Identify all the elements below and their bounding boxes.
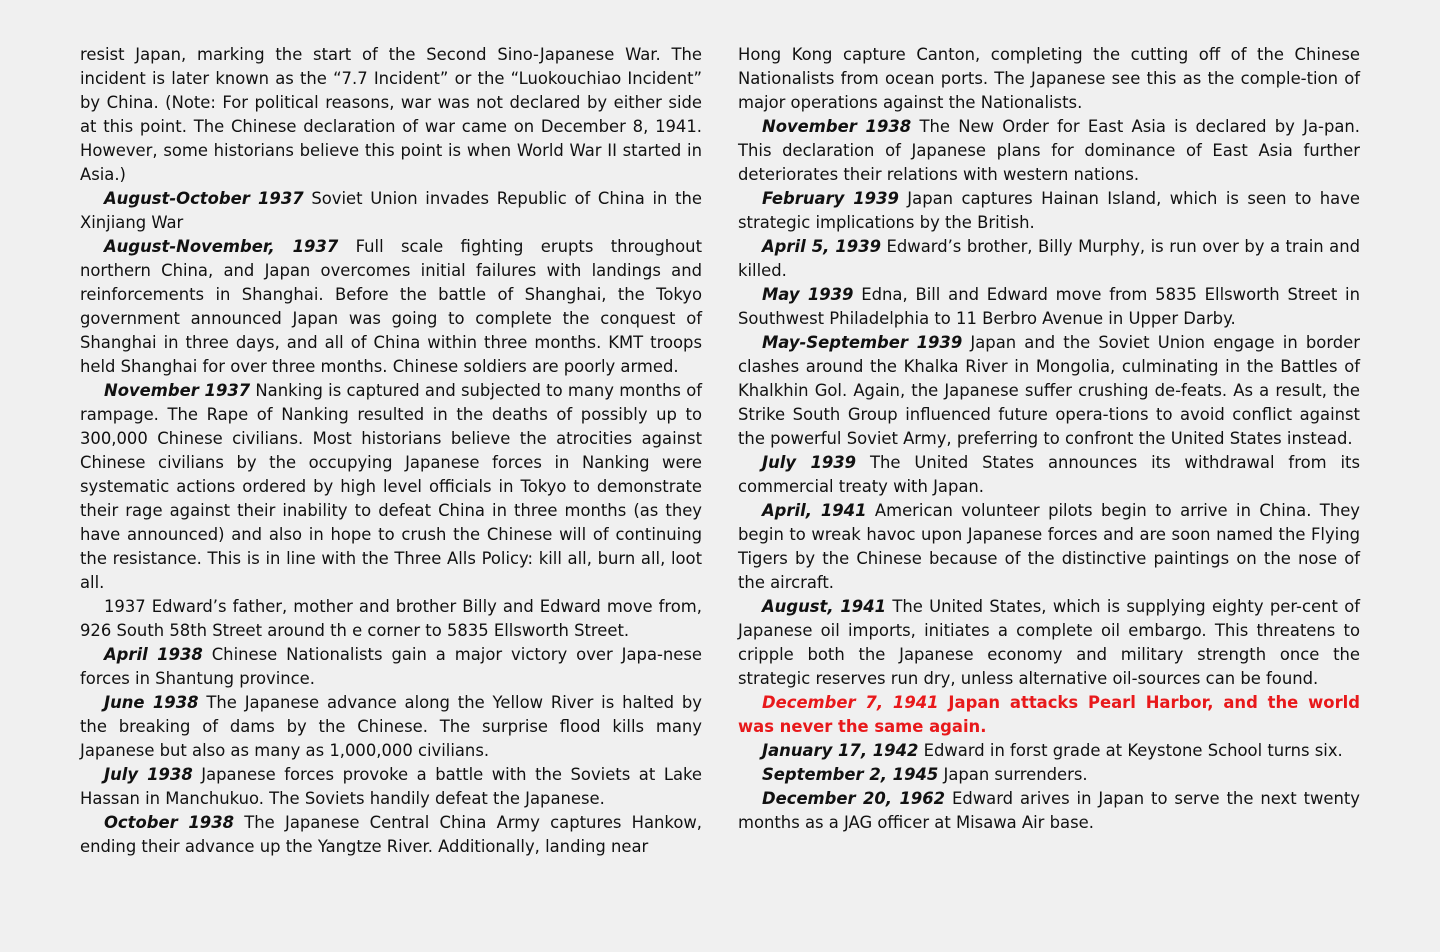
timeline-entry [80, 595, 702, 643]
timeline-entry [738, 115, 1360, 187]
entry-text: The Japanese Central China Army captures Hankow, ending their advance up the Yangtze River. Additionally, landing near [80, 813, 702, 856]
entry-date: October 1938 [104, 813, 235, 832]
entry-date: May 1939 [762, 285, 854, 304]
timeline-entry [80, 691, 702, 763]
timeline-entry [738, 451, 1360, 499]
entry-text: The New Order for East Asia is declared by Ja-pan. This declaration of Japanese plans for dominance of East Asia further deteriorates their relations with western nations. [738, 117, 1360, 184]
entry-date: July 1938 [104, 765, 193, 784]
entry-date: January 17, 1942 [762, 741, 919, 760]
timeline-entry [80, 763, 702, 811]
timeline-entry [80, 235, 702, 379]
entry-text: Japanese forces provoke a battle with the Soviets at Lake Hassan in Manchukuo. The Soviets handily defeat the Japanese. [80, 765, 702, 808]
left-column [80, 43, 702, 859]
entry-text: Japan attacks Pearl Harbor, and the world was never the same again. [738, 693, 1360, 736]
highlighted-timeline-entry [738, 691, 1360, 739]
entry-date: September 2, 1945 [762, 765, 939, 784]
entry-date: November 1938 [762, 117, 912, 136]
entry-date: April, 1941 [762, 501, 867, 520]
entry-date: July 1939 [762, 453, 857, 472]
timeline-entry [80, 379, 702, 595]
timeline-entry [738, 595, 1360, 691]
entry-text: 1937 Edward’s father, mother and brother Billy and Edward move from, 926 South 58th Street around th e corner to 5835 Ellsworth Street. [80, 597, 702, 640]
entry-text: The Japanese advance along the Yellow River is halted by the breaking of dams by the Chinese. The surprise flood kills many Japanese but also as many as 1,000,000 civilians. [80, 693, 702, 760]
right-column [738, 43, 1360, 835]
entry-text: Edward arives in Japan to serve the next twenty months as a JAG officer at Misawa Air base. [738, 789, 1360, 832]
timeline-entry [738, 787, 1360, 835]
entry-text: Full scale fighting erupts throughout northern China, and Japan overcomes initial failures with landings and reinforcements in Shanghai. Before the battle of Shanghai, the Tokyo government announced Japan was going to complete the conquest of Shanghai in three days, and all of China within three months. KMT troops held Shanghai for over three months. Chinese soldiers are poorly armed. [80, 237, 702, 376]
timeline-entry [738, 331, 1360, 451]
entry-text: Edna, Bill and Edward move from 5835 Ellsworth Street in Southwest Philadelphia to 11 Berbro Avenue in Upper Darby. [738, 285, 1360, 328]
entry-text: The United States, which is supplying eighty per-cent of Japanese oil imports, initiates a complete oil embargo. This threatens to cripple both the Japanese economy and military strength once the strategic reserves run dry, unless alternative oil-sources can be found. [738, 597, 1360, 688]
entry-date: December 7, 1941 [762, 693, 939, 712]
entry-text: Edward’s brother, Billy Murphy, is run over by a train and killed. [738, 237, 1361, 280]
entry-date: February 1939 [762, 189, 899, 208]
timeline-entry [80, 643, 702, 691]
entry-date: August-November, 1937 [104, 237, 339, 256]
entry-text: Chinese Nationalists gain a major victory over Japa-nese forces in Shantung province. [80, 645, 702, 688]
entry-date: November 1937 [104, 381, 251, 400]
entry-text: Japan and the Soviet Union engage in border clashes around the Khalka River in Mongolia, culminating in the Battles of Khalkhin Gol. Again, the Japanese suffer crushing de-feats. As a result, the Strike South Group influenced future opera-tions to avoid conflict against the powerful Soviet Army, preferring to confront the United States instead. [738, 333, 1360, 448]
timeline-entry [738, 739, 1360, 763]
entry-date: August, 1941 [762, 597, 887, 616]
entry-text: Edward in forst grade at Keystone School turns six. [918, 741, 1343, 760]
entry-text: resist Japan, marking the start of the Second Sino-Japanese War. The incident is later known as the “7.7 Incident” or the “Luokouchiao Incident” by China. (Note: For political reasons, war was not declared by either side at this point. The Chinese declaration of war came on December 8, 1941. However, some historians believe this point is when World War II started in Asia.) [80, 45, 702, 184]
timeline-entry [738, 499, 1360, 595]
timeline-entry [738, 43, 1360, 115]
entry-text: Japan surrenders. [938, 765, 1088, 784]
entry-text: Japan captures Hainan Island, which is seen to have strategic implications by the British. [738, 189, 1360, 232]
timeline-entry [738, 187, 1360, 235]
entry-text: American volunteer pilots begin to arrive in China. They begin to wreak havoc upon Japanese forces and are soon named the Flying Tigers by the Chinese because of the distinctive paintings on the nose of the aircraft. [738, 501, 1360, 592]
timeline-entry [80, 811, 702, 859]
timeline-entry [80, 187, 702, 235]
entry-date: April 1938 [104, 645, 203, 664]
entry-date: June 1938 [104, 693, 199, 712]
entry-date: August-October 1937 [104, 189, 304, 208]
timeline-entry [738, 283, 1360, 331]
timeline-entry [738, 235, 1360, 283]
entry-date: December 20, 1962 [762, 789, 946, 808]
entry-date: May-September 1939 [762, 333, 963, 352]
entry-date: April 5, 1939 [762, 237, 882, 256]
entry-text: Soviet Union invades Republic of China in the Xinjiang War [80, 189, 702, 232]
timeline-entry [80, 43, 702, 187]
timeline-entry [738, 763, 1360, 787]
entry-text: Hong Kong capture Canton, completing the cutting off of the Chinese Nationalists from ocean ports. The Japanese see this as the comple-tion of major operations against the Nationalists. [738, 45, 1360, 112]
entry-text: The United States announces its withdrawal from its commercial treaty with Japan. [738, 453, 1360, 496]
entry-text: Nanking is captured and subjected to many months of rampage. The Rape of Nanking resulted in the deaths of possibly up to 300,000 Chinese civilians. Most historians believe the atrocities against Chinese civilians by the occupying Japanese forces in Nanking were systematic actions ordered by high level officials in Tokyo to demonstrate their rage against their inability to defeat China in three months (as they have announced) and also in hope to crush the Chinese will of continuing the resistance. This is in line with the Three Alls Policy: kill all, burn all, loot all. [80, 381, 702, 592]
